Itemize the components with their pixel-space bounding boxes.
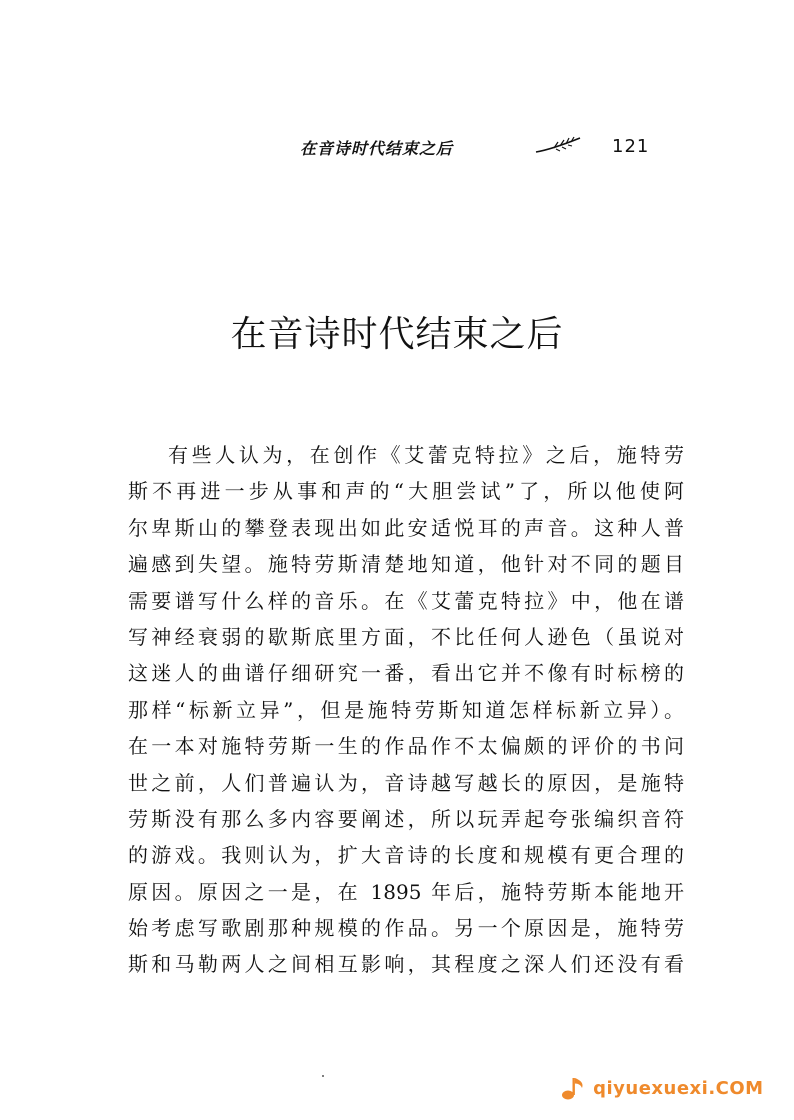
running-header (300, 134, 660, 160)
text-line: 斯不再进一步从事和声的“大胆尝试”了，所以他使阿 (128, 479, 684, 504)
text-line: 始考虑写歌剧那种规模的作品。另一个原因是，施特劳 (128, 916, 684, 941)
text-line: 原因。原因之一是，在 1895 年后，施特劳斯本能地开 (128, 879, 684, 904)
text-line: 写神经衰弱的歇斯底里方面，不比任何人逊色（虽说对 (128, 624, 684, 649)
text-line: 斯和马勒两人之间相互影响，其程度之深人们还没有看 (128, 952, 684, 977)
ornament-icon (534, 134, 584, 156)
watermark (560, 1075, 764, 1105)
running-title: 在音诗时代结束之后 (300, 139, 454, 158)
text-line: 那样“标新立异”，但是施特劳斯知道怎样标新立异）。 (128, 697, 684, 722)
text-line: 有些人认为，在创作《艾蕾克特拉》之后，施特劳 (168, 443, 684, 467)
chapter-title: 在音诗时代结束之后 (230, 314, 564, 355)
page-mark (322, 1075, 324, 1077)
page-number: 121 (612, 136, 650, 157)
text-line: 在一本对施特劳斯一生的作品作不太偏颇的评价的书问 (128, 734, 684, 759)
text-line: 这迷人的曲谱仔细研究一番，看出它并不像有时标榜的 (128, 661, 684, 686)
text-line: 的游戏。我则认为，扩大音诗的长度和规模有更合理的 (128, 843, 684, 868)
text-line: 遍感到失望。施特劳斯清楚地知道，他针对不同的题目 (128, 552, 684, 577)
text-line: 需要谱写什么样的音乐。在《艾蕾克特拉》中，他在谱 (128, 588, 684, 613)
music-note-logo-icon (560, 1075, 588, 1101)
body-paragraph (128, 437, 684, 983)
watermark-text: qiyuexuexi.COM (593, 1077, 764, 1099)
text-line: 世之前，人们普遍认为，音诗越写越长的原因，是施特 (128, 770, 684, 795)
text-line: 尔卑斯山的攀登表现出如此安适悦耳的声音。这种人普 (128, 515, 684, 540)
text-line: 劳斯没有那么多内容要阐述，所以玩弄起夸张编织音符 (128, 806, 684, 831)
